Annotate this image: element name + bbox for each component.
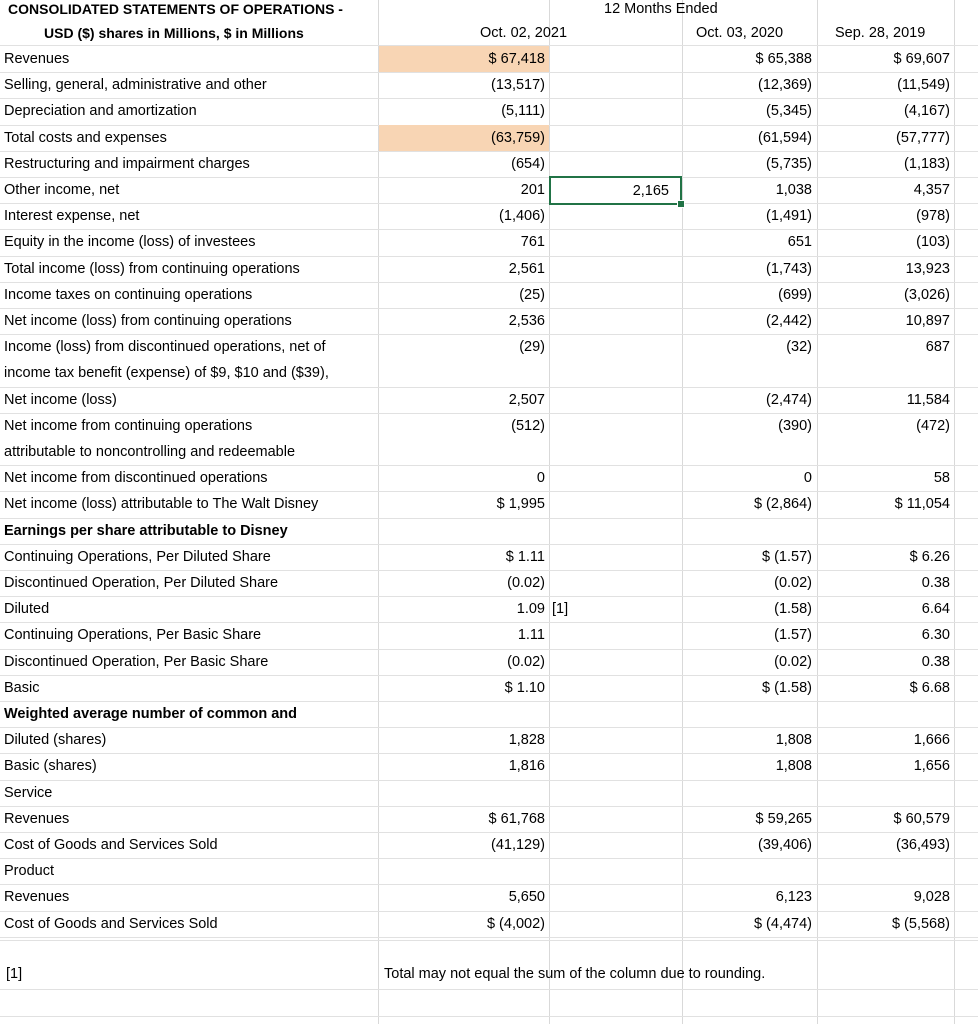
row-label-continued[interactable]: attributable to noncontrolling and redeemable	[4, 444, 296, 460]
value-2021[interactable]: $ 67,418	[379, 46, 549, 72]
row-label[interactable]: Revenues	[4, 51, 70, 67]
value-2021[interactable]: 201	[520, 182, 545, 198]
row-label[interactable]: Cost of Goods and Services Sold	[4, 915, 218, 932]
value-2021[interactable]: (0.02)	[507, 653, 545, 670]
value-2021[interactable]	[379, 701, 549, 727]
value-2020[interactable]: (699)	[778, 286, 812, 303]
col-header-2019[interactable]: Sep. 28, 2019	[835, 25, 926, 41]
value-2019[interactable]: 4,357	[913, 182, 950, 198]
value-2020[interactable]: (0.02)	[774, 575, 812, 591]
value-2020[interactable]: (61,594)	[757, 129, 812, 146]
value-2019[interactable]: (57,777)	[895, 129, 950, 146]
row-label[interactable]: Earnings per share attributable to Disney	[4, 522, 288, 539]
value-2020[interactable]: (12,369)	[757, 77, 812, 94]
row-label[interactable]: Product	[4, 863, 54, 880]
value-2020[interactable]: (0.02)	[774, 653, 812, 670]
row-label[interactable]: Equity in the income (loss) of investees	[4, 234, 256, 251]
value-2021[interactable]: (654)	[511, 155, 545, 172]
row-label[interactable]: Revenues	[4, 810, 70, 827]
row-divider	[0, 1016, 978, 1017]
value-2021[interactable]: $ 1,995	[496, 496, 545, 513]
value-2019[interactable]	[818, 518, 954, 544]
value-2019[interactable]: (978)	[916, 208, 950, 225]
value-2019[interactable]: 13,923	[905, 260, 950, 277]
row-label[interactable]: Selling, general, administrative and other	[4, 77, 267, 94]
value-2021[interactable]: 2,561	[508, 260, 545, 277]
row-label[interactable]: Cost of Goods and Services Sold	[4, 837, 218, 853]
value-2020[interactable]: 1,808	[775, 758, 812, 775]
value-2020[interactable]: (1,491)	[766, 208, 812, 225]
value-2020[interactable]: (5,735)	[766, 155, 812, 172]
value-2019[interactable]: 687	[925, 339, 950, 356]
value-2019[interactable]: $ 6.68	[909, 679, 950, 696]
value-2020[interactable]	[683, 701, 816, 727]
value-2019[interactable]: 0.38	[921, 575, 950, 591]
value-2020[interactable]: 0	[803, 470, 812, 487]
row-label[interactable]: Continuing Operations, Per Basic Share	[4, 627, 262, 644]
row-label[interactable]: Revenues	[4, 889, 70, 906]
col-header-2020[interactable]: Oct. 03, 2020	[696, 25, 784, 41]
value-2019[interactable]	[818, 701, 954, 727]
row-label[interactable]: Other income, net	[4, 182, 120, 198]
row-label[interactable]: Net income (loss) from continuing operations	[4, 313, 292, 329]
value-2019[interactable]: 6.30	[921, 627, 950, 644]
value-2020[interactable]: 6,123	[775, 889, 812, 906]
statement-title: CONSOLIDATED STATEMENTS OF OPERATIONS -	[8, 1, 343, 17]
row-label[interactable]: Total costs and expenses	[4, 129, 167, 146]
value-2020[interactable]: (1,743)	[766, 260, 812, 277]
value-2021[interactable]: (0.02)	[507, 575, 545, 591]
value-2020[interactable]	[683, 858, 816, 884]
value-2019[interactable]: $ 69,607	[893, 51, 950, 67]
row-label-continued[interactable]: income tax benefit (expense) of $9, $10 and ($39),	[4, 365, 329, 382]
row-label[interactable]: Net income (loss) attributable to The Walt Disney	[4, 496, 319, 513]
value-2021[interactable]: 1,816	[508, 758, 545, 775]
value-2019[interactable]: 11,584	[906, 391, 950, 408]
value-2021[interactable]: (25)	[519, 286, 545, 303]
value-2020[interactable]: (2,442)	[766, 313, 812, 329]
period-header: 12 Months Ended	[604, 1, 718, 17]
value-2019[interactable]: 9,028	[913, 889, 950, 906]
row-label[interactable]: Basic	[4, 679, 40, 696]
value-2021[interactable]	[379, 518, 549, 544]
value-2021[interactable]: 2,536	[508, 313, 545, 329]
value-2020[interactable]: (5,345)	[766, 103, 812, 120]
value-2021[interactable]: 0	[536, 470, 545, 487]
value-2021[interactable]: $ (4,002)	[486, 915, 545, 932]
value-2021[interactable]: 1.11	[517, 627, 545, 644]
value-2020[interactable]: (1.58)	[774, 601, 812, 618]
row-label[interactable]: Income taxes on continuing operations	[4, 286, 253, 303]
statement-units: USD ($) shares in Millions, $ in Millions	[44, 25, 304, 41]
value-2019[interactable]: (36,493)	[895, 837, 950, 853]
value-2019[interactable]: $ 11,054	[894, 496, 950, 513]
col-divider	[549, 0, 550, 1024]
value-2019[interactable]: (11,549)	[897, 77, 950, 94]
value-2021[interactable]: (512)	[511, 417, 545, 434]
row-label[interactable]: Diluted (shares)	[4, 732, 107, 749]
value-2021[interactable]: (1,406)	[499, 208, 545, 225]
value-2021[interactable]: (13,517)	[490, 77, 545, 94]
col-divider	[954, 0, 955, 1024]
row-label[interactable]: Depreciation and amortization	[4, 103, 197, 120]
row-divider	[0, 937, 978, 938]
value-2019[interactable]: (1,183)	[904, 155, 950, 172]
value-2021[interactable]: 1,828	[508, 732, 545, 749]
value-2020[interactable]: $ (1.57)	[762, 548, 812, 565]
value-2019[interactable]: (472)	[916, 417, 950, 434]
value-2021[interactable]: 2,507	[508, 391, 545, 408]
value-2019[interactable]: 1,656	[913, 758, 950, 775]
value-2021[interactable]: (41,129)	[490, 837, 545, 853]
value-2021[interactable]: (5,111)	[501, 103, 545, 120]
value-2020[interactable]: $ (1.58)	[762, 679, 812, 696]
value-2020[interactable]: 1,038	[775, 182, 812, 198]
value-2019[interactable]	[818, 780, 954, 806]
value-2019[interactable]: 6.64	[921, 601, 950, 618]
value-2019[interactable]: (4,167)	[904, 103, 950, 120]
row-label[interactable]: Diluted	[4, 601, 50, 618]
value-2021[interactable]: $ 1.11	[505, 548, 545, 565]
value-2021[interactable]: $ 1.10	[504, 679, 545, 696]
value-2020[interactable]: $ 59,265	[755, 810, 812, 827]
row-label[interactable]: Income (loss) from discontinued operations, net of	[4, 339, 326, 356]
row-label[interactable]: Net income from continuing operations	[4, 417, 253, 434]
value-2019[interactable]: $ (5,568)	[891, 915, 950, 932]
value-2019[interactable]: $ 60,579	[893, 810, 950, 827]
footnote-ref: [1]	[6, 966, 23, 982]
row-label[interactable]: Discontinued Operation, Per Basic Share	[4, 653, 269, 670]
value-2021[interactable]: (29)	[519, 339, 545, 356]
footnote-marker[interactable]: [1]	[552, 601, 569, 618]
value-2020[interactable]: (2,474)	[766, 391, 812, 408]
row-label[interactable]: Service	[4, 784, 53, 801]
value-2021[interactable]: 5,650	[508, 889, 545, 906]
value-2020[interactable]: $ 65,388	[755, 51, 812, 67]
value-2021[interactable]: 1.09	[516, 601, 545, 618]
row-label[interactable]: Continuing Operations, Per Diluted Share	[4, 548, 271, 565]
value-2020[interactable]: (390)	[778, 417, 812, 434]
row-label[interactable]: Discontinued Operation, Per Diluted Share	[4, 575, 279, 591]
value-2021[interactable]	[379, 858, 549, 884]
value-2020[interactable]: 1,808	[775, 732, 812, 749]
value-2020[interactable]: $ (2,864)	[753, 496, 812, 513]
value-2021[interactable]: $ 61,768	[488, 810, 545, 827]
value-2020[interactable]: (1.57)	[774, 627, 812, 644]
value-2020[interactable]	[683, 780, 816, 806]
row-label[interactable]: Interest expense, net	[4, 208, 140, 225]
selected-cell-value[interactable]: 2,165	[632, 183, 669, 199]
fill-handle[interactable]	[677, 200, 685, 208]
value-2020[interactable]	[683, 518, 816, 544]
value-2021[interactable]	[379, 780, 549, 806]
value-2019[interactable]: $ 6.26	[909, 548, 950, 565]
value-2020[interactable]: $ (4,474)	[753, 915, 812, 932]
row-label[interactable]: Total income (loss) from continuing operations	[4, 260, 300, 277]
footnote-text: Total may not equal the sum of the column due to rounding.	[384, 966, 766, 982]
value-2019[interactable]: 1,666	[913, 732, 950, 749]
value-2021[interactable]: 761	[520, 234, 545, 251]
row-divider	[0, 940, 978, 941]
col-header-2021[interactable]: Oct. 02, 2021	[480, 25, 568, 41]
row-label[interactable]: Weighted average number of common and	[4, 706, 298, 722]
value-2020[interactable]: (39,406)	[757, 837, 812, 853]
value-2019[interactable]: 58	[933, 470, 950, 487]
row-label[interactable]: Net income (loss)	[4, 391, 117, 408]
row-label[interactable]: Basic (shares)	[4, 758, 97, 775]
value-2019[interactable]: (3,026)	[904, 286, 950, 303]
value-2019[interactable]: 10,897	[905, 313, 950, 329]
value-2019[interactable]: (103)	[916, 234, 950, 251]
row-label[interactable]: Restructuring and impairment charges	[4, 155, 250, 172]
value-2020[interactable]: (32)	[786, 339, 812, 356]
row-label[interactable]: Net income from discontinued operations	[4, 470, 268, 487]
value-2020[interactable]: 651	[787, 234, 812, 251]
value-2019[interactable]: 0.38	[921, 653, 950, 670]
value-2021[interactable]: (63,759)	[379, 125, 549, 151]
value-2019[interactable]	[818, 858, 954, 884]
row-divider	[0, 989, 978, 990]
